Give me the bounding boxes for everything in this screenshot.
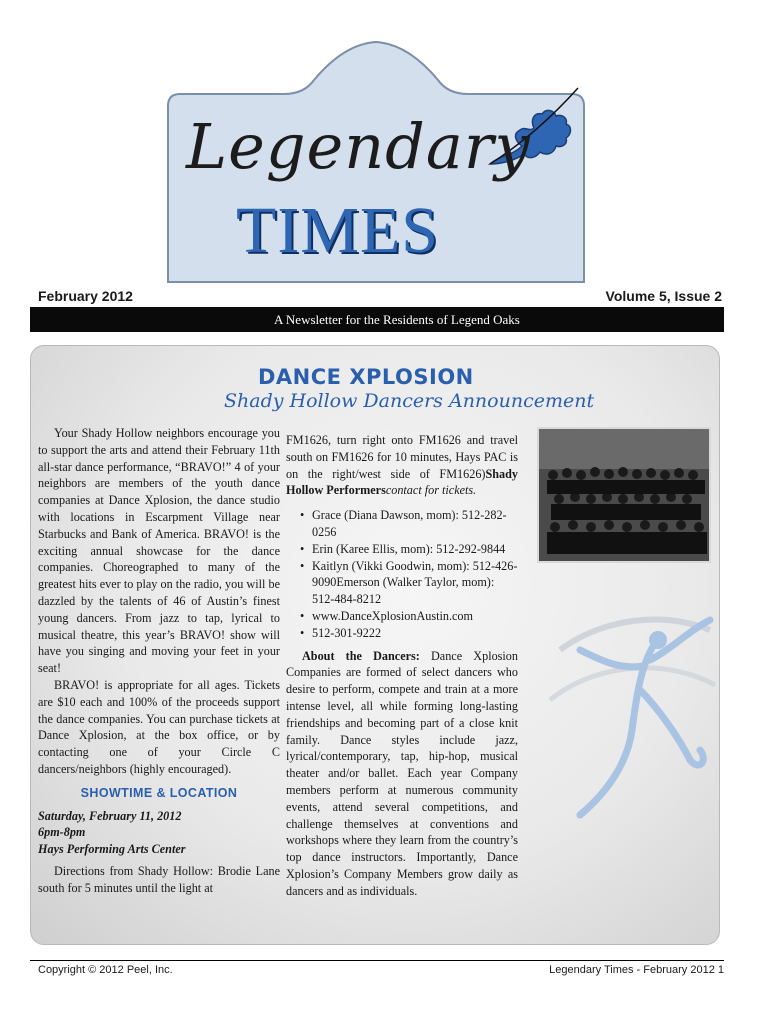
article-paragraph: Directions from Shady Hollow: Brodie Lane south for 5 minutes until the light at: [38, 864, 280, 896]
showtime-date: Saturday, February 11, 2012: [38, 808, 182, 823]
about-text: Dance Xplosion Companies are formed of select dancers who desire to perform, compete and train at a more intense level, all while forming long-lasting friendships and becoming part of a close knit family. Dance styles include jazz, lyrical/contemporary, tap, hip-hop, musical theater and/or ballet. Each year Company members perform at numerous community events, attend several competitions, and challenge themselves at conventions and workshops where they learn from the country’s top dance instructors. Importantly, Dance Xplosion’s Company Members grow daily as dancers and as individuals.: [286, 648, 518, 898]
contact-list: [286, 507, 518, 641]
article-paragraph: Your Shady Hollow neighbors encourage you to support the arts and attend their February 11th all-star dance performance, “BRAVO!” 4 of your neighbors are members of the youth dance companies at Dance Xplosion, the dance studio with locations in Escarpment Village near Starbucks and Bank of America. BRAVO! is the exciting annual showcase for the dance companies. Choreographed to many of the greatest hits ever to play on the radio, you will be dazzled by the talents of 46 of Austin’s finest young dancers. From jazz to tap, lyrical to musical theatre, this year’s BRAVO! show will have you singing and moving your feet in your seat!: [38, 426, 280, 676]
article-subtitle: Shady Hollow Dancers Announcement: [224, 390, 595, 412]
showtime-heading: SHOWTIME & LOCATION: [80, 785, 238, 800]
article-column-1: [38, 425, 280, 897]
list-item: • 512-301-9222: [302, 625, 518, 642]
list-item[interactable]: • www.DanceXplosionAustin.com: [302, 608, 518, 625]
footer-running-head: Legendary Times - February 2012 1: [549, 964, 724, 976]
dancer-silhouette-icon: [540, 590, 720, 850]
list-item: • Kaitlyn (Vikki Goodwin, mom): 512-426-9090Emerson (Walker Taylor, mom): 512-484-8212: [302, 558, 518, 608]
issue-date: February 2012: [38, 288, 133, 304]
contact-note: contact for tickets.: [385, 483, 477, 498]
article-paragraph: [286, 432, 518, 499]
tagline-bar: [30, 307, 724, 332]
masthead-script-title: Legendary: [186, 110, 531, 183]
article-paragraph: BRAVO! is appropriate for all ages. Tickets are $10 each and 100% of the proceeds support the dance companies. You can purchase tickets at Dance Xplosion, at the box office, or by contacting one of your Circle C dancers/neighbors (highly encouraged).: [38, 677, 280, 776]
footer-copyright: Copyright © 2012 Peel, Inc.: [38, 964, 173, 976]
group-photo-image: [539, 429, 711, 563]
dancers-group-photo: [537, 427, 711, 563]
article-title: DANCE XPLOSION: [258, 365, 474, 389]
showtime-details: [38, 808, 280, 858]
list-item: • Grace (Diana Dawson, mom): 512-282-0256: [302, 507, 518, 541]
list-item: • Erin (Karee Ellis, mom): 512-292-9844: [302, 541, 518, 558]
article-column-2: [286, 432, 518, 900]
showtime-place: Hays Performing Arts Center: [38, 841, 186, 856]
directions-text: FM1626, turn right onto FM1626 and travel south on FM1626 for 10 minutes, Hays PAC is on the right/west side of FM1626): [286, 433, 518, 481]
tagline-text: A Newsletter for the Residents of Legend Oaks: [274, 312, 520, 327]
about-lead: About the Dancers:: [302, 648, 420, 663]
article-paragraph: [286, 648, 518, 900]
masthead-times-title: TIMES: [236, 194, 439, 267]
footer-rule: [30, 960, 724, 961]
performers-label: Shady Hollow Performers: [286, 466, 518, 498]
issue-volume: Volume 5, Issue 2: [605, 288, 722, 304]
showtime-time: 6pm-8pm: [38, 825, 86, 840]
